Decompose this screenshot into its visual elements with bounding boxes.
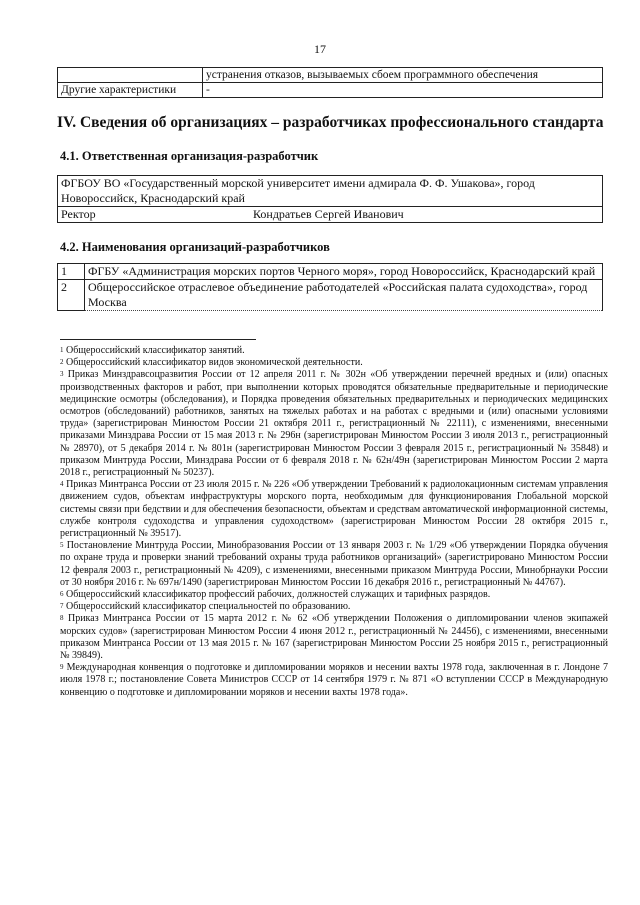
footnote-number: 8 [60,614,64,623]
footnote-number: 2 [60,358,64,367]
footnote-text: Общероссийский классификатор занятий. [66,345,245,356]
row-number: 2 [58,280,85,311]
footnote [60,357,608,369]
footnote-text: Приказ Минздравсоцразвития России от 12 апреля 2011 г. № 302н «Об утверждении перечней вредных и (или) опасных производственных факторов и работ, при выполнении которых проводятся обязательные предварительные и периодические медицинские осмотры (обследования), и Порядка проведения обязательных предварительных и периодических медицинских осмотров (обследований) работников, занятых на тяжелых работах и на работах с вредными и (или) опасными условиями труда» (зарегистрирован Минюстом России 21 октября 2011 г., регистрационный № 22111), с изменениями, внесенными приказами Минздрава России от 15 мая 2013 г. № 296н (зарегистрирован Минюстом России 3 июля 2013 г., регистрационный № 28970), от 5 декабря 2014 г. № 801н (зарегистрирован Минюстом России 3 февраля 2015 г., регистрационный № 35848) и приказом Минтруда России, Минздрава России от 6 февраля 2018 г. № 62н/49н (зарегистрирован Минюстом России 2 марта 2018 г., регистрационный № 50237). [60,369,608,479]
page-number: 17 [314,42,326,56]
footnote-number: 3 [60,370,64,379]
table-row [58,68,603,83]
footnote-text: Общероссийский классификатор видов экономической деятельности. [66,357,363,369]
org-name-cell: Общероссийское отраслевое объединение работодателей «Российская палата судоходства», город Москва [85,280,603,311]
table-row [58,280,603,311]
footnote [60,479,608,540]
footnote-divider [60,339,256,340]
head-position: Ректор [61,207,96,221]
footnotes [60,345,608,699]
table-row [58,264,603,280]
row-number: 1 [58,264,85,280]
responsible-org-name: ФГБОУ ВО «Государственный морской университет имени адмирала Ф. Ф. Ушакова», город Новороссийск, Краснодарский край [58,176,602,207]
footnote-number: 6 [60,590,64,599]
table-row [58,83,603,98]
footnote [60,589,608,601]
footnote-number: 7 [60,602,64,611]
footnote-number: 9 [60,663,64,672]
developer-orgs-table [57,263,603,311]
footnote [60,540,608,589]
responsible-org-box [57,175,603,223]
footnote-number: 1 [60,346,64,354]
table-cell-value: - [203,83,603,98]
footnote-text: Приказ Минтранса России от 15 марта 2012 г. № 62 «Об утверждении Положения о дипломировании членов экипажей морских судов» (зарегистрирован Минюстом России 4 июня 2012 г., регистрационный № 24456), с изменениями, внесенными приказом Минтранса России от 13 мая 2015 г. № 167 (зарегистрирован Минюстом России 25 ноября 2015 г., регистрационный № 39849). [60,613,609,662]
footnote-number: 4 [60,480,64,489]
section-title: IV. Сведения об организациях – разработчиках профессионального стандарта [57,114,604,131]
subsection-title-4-2: 4.2. Наименования организаций-разработчиков [60,240,330,254]
footnote [60,345,608,357]
footnote [60,601,608,613]
footnote-number: 5 [60,541,64,550]
characteristics-table [57,67,603,98]
table-cell-value: устранения отказов, вызываемых сбоем программного обеспечения [203,68,603,83]
footnote [60,662,608,699]
responsible-org-head-row [58,207,602,222]
footnote-text: Общероссийский классификатор профессий рабочих, должностей служащих и тарифных разрядов. [66,589,491,601]
footnote-text: Приказ Минтранса России от 23 июля 2015 г. № 226 «Об утверждении Требований к радиолокационным системам управления движением судов, объектам инфраструктуры морского порта, необходимым для функционирования Глобальной морской системы связи при бедствии и для обеспечения безопасности, объектам и средствам автоматической информационной системы, службе контроля судоходства и управления судоходством» (зарегистрирован Минюстом России 28 октября 2015 г., регистрационный № 39517). [60,479,608,540]
footnote-text: Общероссийский классификатор специальностей по образованию. [66,601,351,613]
footnote-text: Постановление Минтруда России, Минобразования России от 13 января 2003 г. № 1/29 «Об утверждении Порядка обучения по охране труда и проверки знаний требований охраны труда работников организаций» (зарегистрировано Минюстом России 12 февраля 2003 г., регистрационный № 4209), с изменениями, внесенными приказом Минтруда России, Минобрнауки России от 30 ноября 2016 г. № 697н/1490 (зарегистрирован Минюстом России 16 декабря 2016 г., регистрационный № 44767). [60,540,609,588]
org-name-cell: ФГБУ «Администрация морских портов Черного моря», город Новороссийск, Краснодарский край [85,264,603,280]
head-person-name: Кондратьев Сергей Иванович [253,207,404,221]
subsection-title-4-1: 4.1. Ответственная организация-разработчик [60,149,319,163]
footnote-text: Международная конвенция о подготовке и дипломировании моряков и несении вахты 1978 года, заключенная в г. Лондоне 7 июля 1978 г.; постановление Совета Министров СССР от 14 сентября 1979 г. № 871 «О вступлении СССР в Международную конвенцию о подготовке и дипломировании моряков и несении вахты 1978 года». [60,662,608,698]
table-cell-label: Другие характеристики [58,83,203,98]
table-cell-label [58,68,203,83]
footnote [60,613,608,662]
footnote [60,369,608,479]
